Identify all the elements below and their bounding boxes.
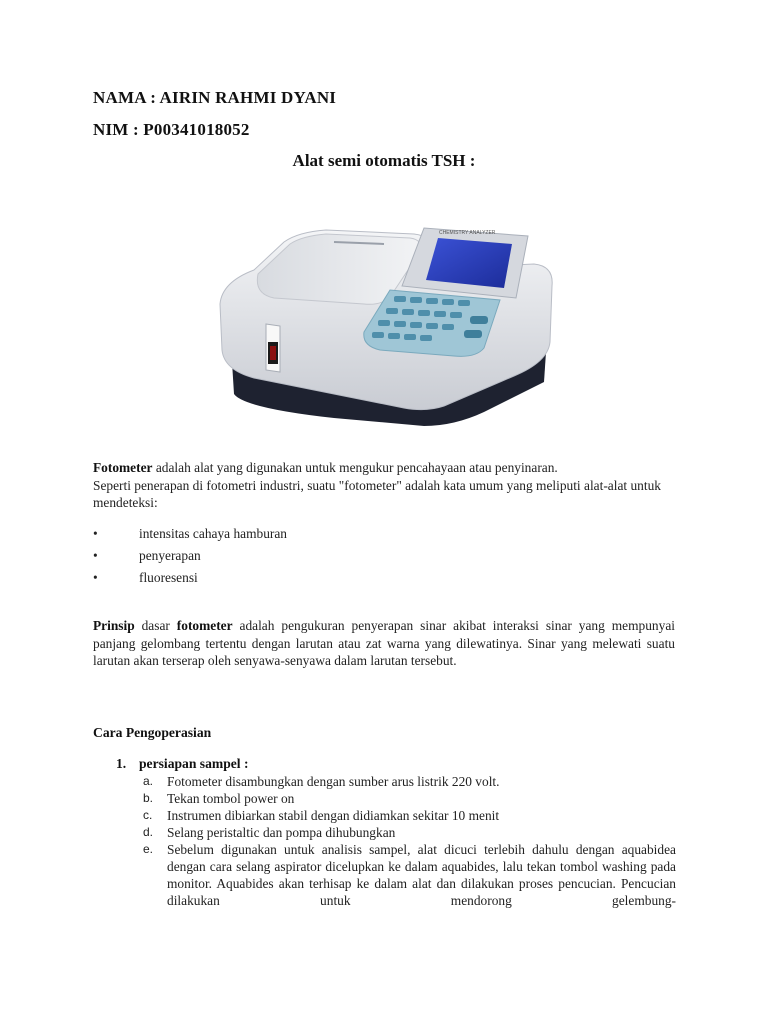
- principle-mid: dasar: [134, 618, 177, 633]
- document-title-text: Alat semi otomatis TSH :: [292, 151, 476, 170]
- step-substeps: [143, 773, 676, 909]
- principle-term-fotometer: fotometer: [176, 618, 233, 633]
- photometer-device-image: [214, 212, 560, 437]
- principle-term: Prinsip: [93, 618, 135, 633]
- substep-text: Sebelum digunakan untuk analisis sampel, alat dicuci terlebih dahulu dengan aquabidea dengan cara selang aspirator dicelupkan ke dalam aquabides, lalu tekan tombol washing pada monitor. Aquabides akan terhisap ke dalam alat dan dilakukan proses pencucian. Pencucian dilakukan untuk mendorong gelembung-: [167, 842, 676, 908]
- step-number: 1.: [116, 756, 127, 771]
- student-name: NAMA : AIRIN RAHMI DYANI: [93, 88, 337, 107]
- substep-text: Instrumen dibiarkan stabil dengan didiamkan sekitar 10 menit: [167, 808, 500, 823]
- bullet-text: penyerapan: [139, 548, 201, 563]
- section-heading: Cara Pengoperasian: [93, 725, 212, 740]
- display-label: CHEMISTRY ANALYZER: [439, 230, 496, 236]
- list-item: [143, 824, 676, 841]
- substep-text: Selang peristaltic dan pompa dihubungkan: [167, 825, 396, 840]
- list-item: [143, 807, 676, 824]
- substep-text: Fotometer disambungkan dengan sumber arus listrik 220 volt.: [167, 774, 500, 789]
- bullet-marker: •: [93, 570, 98, 585]
- substep-text: Tekan tombol power on: [167, 791, 295, 806]
- step-heading: [116, 756, 249, 772]
- display-screen: [426, 238, 512, 288]
- list-item: [143, 841, 676, 909]
- list-item: [143, 773, 676, 790]
- step-label: persiapan sampel :: [139, 756, 249, 771]
- principle-paragraph: [93, 617, 675, 670]
- bullet-text: intensitas cahaya hamburan: [139, 526, 287, 541]
- substep-letter: e.: [143, 842, 154, 856]
- student-nim: NIM : P00341018052: [93, 120, 250, 139]
- substep-letter: a.: [143, 774, 154, 788]
- substep-letter: d.: [143, 825, 154, 839]
- intro-rest: Seperti penerapan di fotometri industri, suatu "fotometer" adalah kata umum yang meliputi alat-alat untuk mendeteksi:: [93, 477, 661, 510]
- document-title: [0, 151, 768, 171]
- intro-term: Fotometer: [93, 460, 153, 475]
- principle-rest: adalah pengukuran penyerapan sinar akibat interaksi sinar yang mempunyai panjang gelombang tertentu dengan larutan atau zat warna yang dilewatinya. Sinar yang melewati suatu larutan akan terserap oleh senyawa-senyawa dalam larutan tersebut.: [93, 618, 675, 668]
- substep-letter: b.: [143, 791, 154, 805]
- bullet-marker: •: [93, 526, 98, 541]
- bullet-marker: •: [93, 548, 98, 563]
- list-item: [143, 790, 676, 807]
- bullet-text: fluoresensi: [139, 570, 198, 585]
- intro-paragraph: [93, 459, 675, 512]
- substep-letter: c.: [143, 808, 153, 822]
- intro-line1: adalah alat yang digunakan untuk mengukur pencahayaan atau penyinaran.: [152, 460, 558, 475]
